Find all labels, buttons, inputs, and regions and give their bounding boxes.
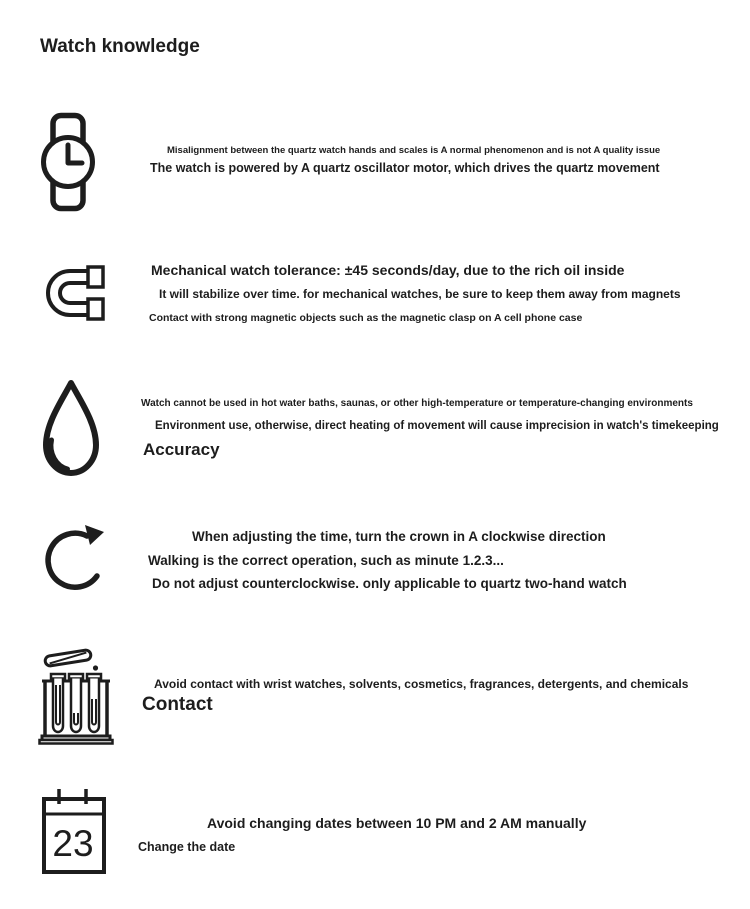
stabilize-note: It will stabilize over time. for mechanical watches, be sure to keep them away from magnets [159,287,681,301]
hot-water-note: Watch cannot be used in hot water baths, saunas, or other high-temperature or temperature-changing environments [141,398,693,409]
contact-heading: Contact [142,694,213,715]
change-date-heading: Change the date [138,840,236,854]
misalignment-note: Misalignment between the quartz watch hands and scales is A normal phenomenon and is not A quality issue [167,145,661,156]
clockwise-arrow-icon [42,519,110,595]
page-title: Watch knowledge [40,36,200,57]
water-drop-icon [38,376,104,480]
magnet-contact-note: Contact with strong magnetic objects such as the magnetic clasp on A cell phone case [149,312,583,324]
wristwatch-icon [40,112,96,212]
test-tubes-icon [38,641,114,745]
environment-note: Environment use, otherwise, direct heating of movement will cause imprecision in watch's timekeeping [155,420,719,432]
walking-note: Walking is the correct operation, such as minute 1.2.3... [148,553,504,568]
counterclockwise-note: Do not adjust counterclockwise. only applicable to quartz two-hand watch [152,576,627,591]
clockwise-note: When adjusting the time, turn the crown in A clockwise direction [192,529,606,544]
tolerance-note: Mechanical watch tolerance: ±45 seconds/day, due to the rich oil inside [151,262,625,278]
magnet-icon [40,258,106,328]
calendar-icon [40,786,108,876]
quartz-power-note: The watch is powered by A quartz oscillator motor, which drives the quartz movement [150,161,660,175]
calendar-day-number: 23 [52,823,94,864]
date-warning-note: Avoid changing dates between 10 PM and 2 AM manually [207,815,587,831]
accuracy-heading: Accuracy [143,440,220,459]
chemicals-note: Avoid contact with wrist watches, solvents, cosmetics, fragrances, detergents, and chemicals [154,677,689,691]
